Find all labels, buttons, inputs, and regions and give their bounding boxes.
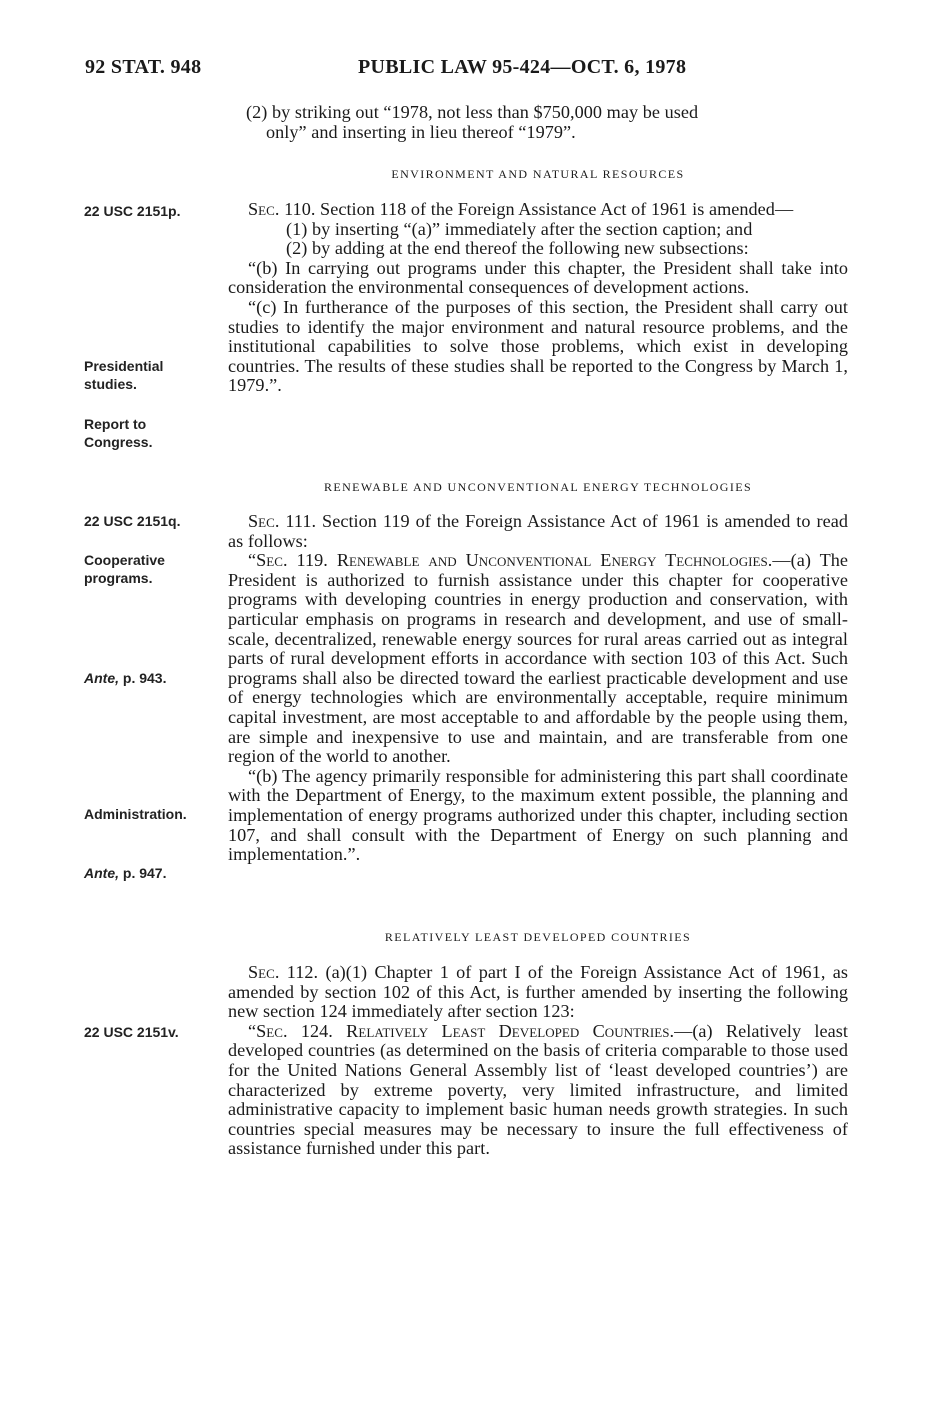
- sec124-open-quote: “: [248, 1020, 257, 1041]
- margin-ante-page: p. 947.: [119, 865, 167, 881]
- sec110-para-5: “(c) In furtherance of the purposes of this section, the President shall carry out studies to identify the major environment and natural resource problems, and the institutional capabilities to solve those problems, which exist in developing countries. The results of these studies shall be reported to the Congress by March 1, 1979.”.: [228, 296, 848, 396]
- section-110: [228, 200, 848, 396]
- sec119-open-quote: “: [248, 550, 257, 571]
- sec119-body: —(a) The President is authorized to furnish assistance under this chapter for cooperative programs with developing countries in energy production and conservation, with particular emphasis on programs in research and development, and use of small-scale, decentralized, renewable energy sources for rural areas carried out as integral parts of rural development efforts in accordance with section 103 of this Act. Such programs shall also be directed toward the earliest practicable development and use of energy technologies which are environmentally acceptable, require minimum capital investment, are most acceptable to and affordable by the people using them, are simple and inexpensive to use and maintain, and are transferable from one region of the world to another.: [228, 550, 849, 767]
- margin-usc-2151p: 22 USC 2151p.: [84, 203, 181, 219]
- sec111-para-2: [228, 551, 848, 767]
- sec110-text: 110. Section 118 of the Foreign Assistance Act of 1961 is amended—: [279, 199, 794, 219]
- heading-environment: ENVIRONMENT AND NATURAL RESOURCES: [391, 167, 685, 181]
- sec119-number: 119.: [287, 550, 337, 571]
- running-head: PUBLIC LAW 95-424—OCT. 6, 1978: [358, 56, 687, 78]
- intro-line-2: only” and inserting in lieu thereof “1979”.: [266, 121, 576, 142]
- sec110-para-1: [228, 200, 848, 220]
- margin-ante-italic: Ante,: [84, 865, 119, 881]
- margin-usc-2151v: 22 USC 2151v.: [84, 1024, 179, 1040]
- sec110-para-4: “(b) In carrying out programs under this chapter, the President shall take into consideration the environmental consequences of development actions.: [228, 257, 848, 298]
- sec111-label: Sec.: [248, 511, 280, 531]
- sec110-para-2: (1) by inserting “(a)” immediately after the section caption; and: [286, 218, 753, 239]
- sec119-label: Sec.: [256, 550, 288, 571]
- sec112-para-2: [228, 1022, 848, 1159]
- sec124-number: 124.: [287, 1020, 347, 1041]
- sec111-para-3: “(b) The agency primarily responsible for administering this part shall coordinate with the Department of Energy, to the maximum extent possible, the planning and implementation of energy programs authorized under this chapter, including section 107, and shall consult with the Department of Energy on such planning and implementation.”.: [228, 765, 848, 865]
- section-111: [228, 512, 848, 865]
- sec110-label: Sec.: [248, 199, 280, 219]
- margin-cooperative-programs: Cooperative programs.: [84, 552, 165, 586]
- sec111-para-1: [228, 512, 848, 551]
- sec112-para-1: [228, 963, 848, 1022]
- sec112-text: 112. (a)(1) Chapter 1 of part I of the Foreign Assistance Act of 1961, as amended by section 102 of this Act, is further amended by inserting the following new section 124 immediately after section 123:: [228, 962, 848, 1022]
- margin-administration: Administration.: [84, 806, 187, 822]
- heading-energy: RENEWABLE AND UNCONVENTIONAL ENERGY TECHNOLOGIES: [323, 480, 753, 494]
- section-112: [228, 963, 848, 1159]
- margin-presidential-studies: Presidential studies.: [84, 358, 164, 392]
- heading-least-developed: RELATIVELY LEAST DEVELOPED COUNTRIES: [384, 930, 692, 944]
- margin-ante-943: [84, 669, 166, 687]
- margin-ante-page: p. 943.: [119, 670, 167, 686]
- intro-line-1: (2) by striking out “1978, not less than $750,000 may be used: [246, 102, 699, 122]
- margin-usc-2151q: 22 USC 2151q.: [84, 513, 181, 529]
- margin-report-to-congress: Report to Congress.: [84, 416, 153, 450]
- stat-page-number: 92 STAT. 948: [85, 56, 202, 78]
- sec124-title: Relatively Least Developed Countries.: [346, 1020, 675, 1041]
- sec112-label: Sec.: [248, 962, 280, 982]
- sec119-title: Renewable and Unconventional Energy Technologies.: [336, 550, 773, 571]
- margin-ante-947: [84, 864, 166, 882]
- sec124-label: Sec.: [256, 1020, 288, 1041]
- sec124-body: —(a) Relatively least developed countries (as determined on the basis of criteria comparable to those used for the United Nations General Assembly list of ‘least developed countries’) are characterized by extreme poverty, very limited infrastructure, and limited administrative capacity to implement basic human needs growth strategies. In such countries special measures may be necessary to insure the full effectiveness of assistance furnished under this part.: [228, 1020, 848, 1159]
- intro-paragraph: [228, 103, 848, 142]
- margin-ante-italic: Ante,: [84, 670, 119, 686]
- sec110-para-3: (2) by adding at the end thereof the following new subsections:: [286, 238, 749, 259]
- sec111-text: 111. Section 119 of the Foreign Assistance Act of 1961 is amended to read as follows:: [228, 511, 848, 551]
